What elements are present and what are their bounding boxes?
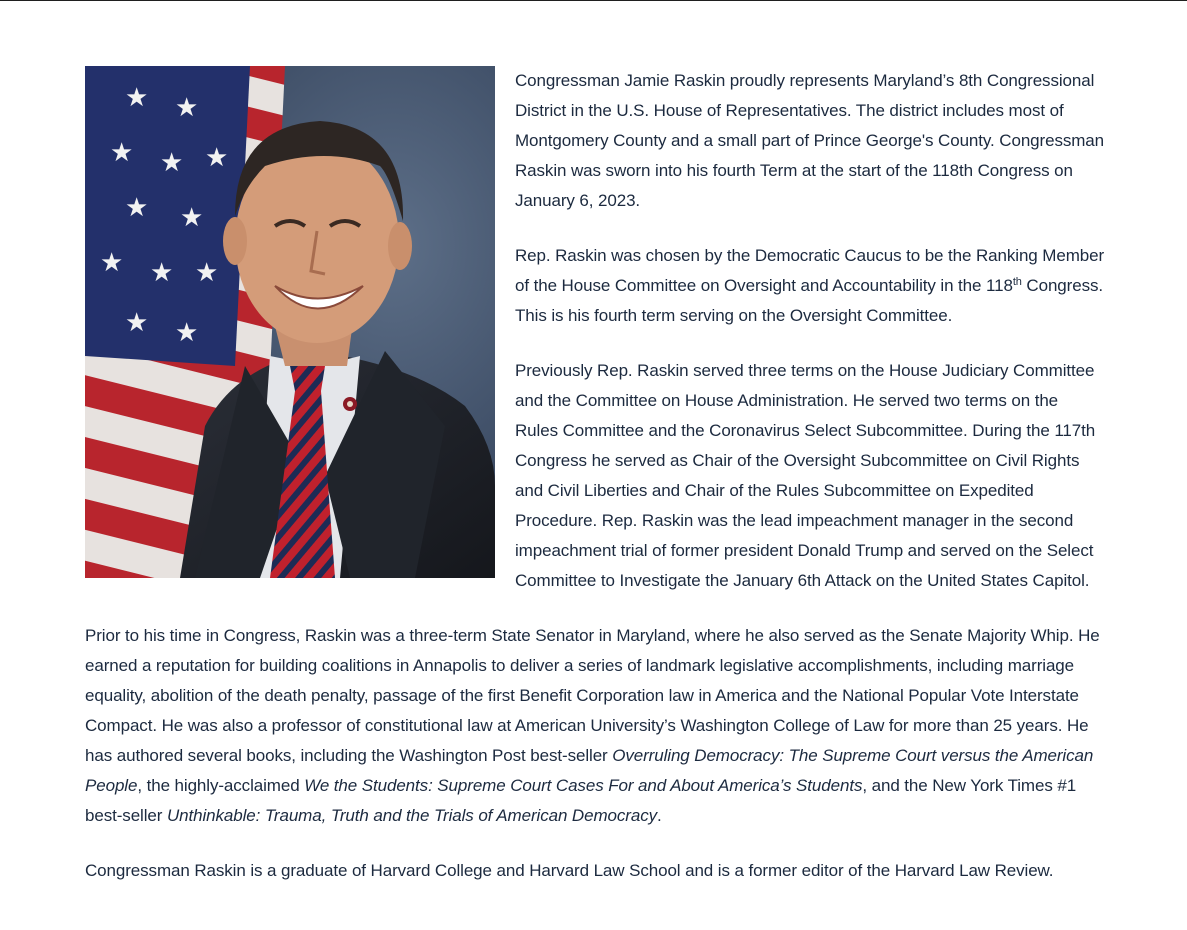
bio-paragraph-current-district: Congressman Jamie Raskin proudly represents Maryland’s 8th Congressional District in the U.S. House of Representatives. The district includes most of Montgomery County and a small part of Prince George's County. Congressman Raskin was sworn into his fourth Term at the start of the 118th Congress on January 6, 2023. bbox=[515, 71, 1105, 210]
bio-text: Prior to his time in Congress, Raskin was a three-term State Senator in Maryland, where he also served as the Senate Majority Whip. He earned a reputation for building coalitions in Annapolis to deliver a series of landmark legislative accomplishments, including marriage equality, abolition of the death penalty, passage of the first Benefit Corporation law in America and the National Popular Vote Interstate Compact. He was also a professor of constitutional law at American University’s Washington College of Law for more than 25 years. He has authored several books, including the Washington Post best-seller bbox=[85, 626, 1100, 765]
svg-text:★: ★ bbox=[205, 143, 229, 173]
svg-text:★: ★ bbox=[195, 258, 219, 288]
svg-text:★: ★ bbox=[180, 203, 204, 233]
svg-text:★: ★ bbox=[125, 83, 149, 113]
bio-text: , the highly-acclaimed bbox=[137, 776, 305, 795]
svg-text:★: ★ bbox=[125, 193, 149, 223]
svg-text:★: ★ bbox=[160, 148, 184, 178]
svg-text:★: ★ bbox=[100, 248, 124, 278]
bio-text: Rep. Raskin was chosen by the Democratic Caucus to be the Ranking Member of the House Committee on Oversight and Accountability in the 118 bbox=[515, 246, 1105, 295]
top-rule bbox=[0, 0, 1187, 1]
bio-text: . bbox=[657, 806, 662, 825]
book-title: We the Students: Supreme Court Cases For and About America’s Students bbox=[304, 776, 863, 795]
bio-text: , and the New York Times #1 best-seller bbox=[85, 776, 1077, 825]
svg-text:★: ★ bbox=[175, 93, 199, 123]
bio-text: Congress. This is his fourth term serving on the Oversight Committee. bbox=[515, 276, 1103, 325]
bio-paragraph-committee-history: Previously Rep. Raskin served three terms on the House Judiciary Committee and the Committee on House Administration. He served two terms on the Rules Committee and the Coronavirus Select Subcommittee. During the 117th Congress he served as Chair of the Oversight Subcommittee on Civil Rights and Civil Liberties and Chair of the Rules Subcommittee on Expedited Procedure. Rep. Raskin was the lead impeachment manager in the second impeachment trial of former president Donald Trump and served on the Select Committee to Investigate the January 6th Attack on the United States Capitol. bbox=[515, 361, 1096, 590]
bio-content bbox=[85, 66, 1105, 911]
bio-paragraph-education: Congressman Raskin is a graduate of Harvard College and Harvard Law School and is a former editor of the Harvard Law Review. bbox=[85, 861, 1054, 880]
book-title: Overruling Democracy: The Supreme Court versus the American People bbox=[85, 746, 1094, 795]
book-title: Unthinkable: Trauma, Truth and the Trials of American Democracy bbox=[166, 806, 657, 825]
ordinal-suffix: th bbox=[1012, 276, 1022, 288]
svg-text:★: ★ bbox=[175, 318, 199, 348]
svg-text:★: ★ bbox=[125, 308, 149, 338]
bio-paragraph-career bbox=[85, 621, 1105, 831]
svg-text:★: ★ bbox=[110, 138, 134, 168]
svg-text:★: ★ bbox=[150, 258, 174, 288]
portrait-image bbox=[85, 66, 495, 578]
